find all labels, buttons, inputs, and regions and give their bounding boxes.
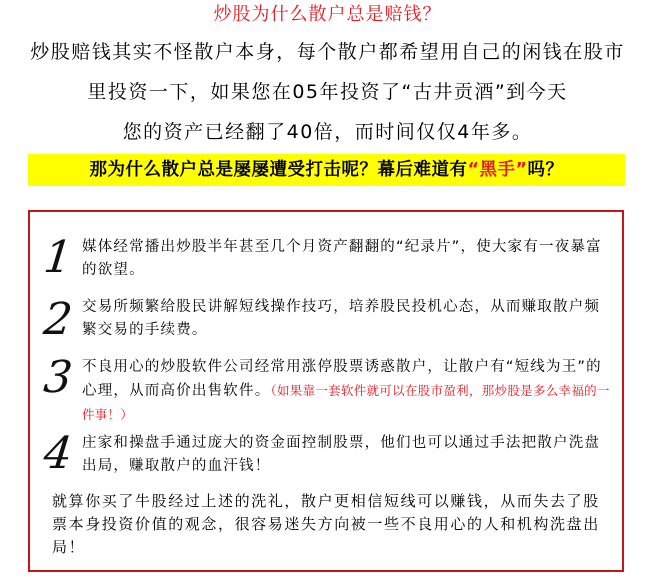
reason-text-block xyxy=(82,356,612,427)
reasons-box xyxy=(28,210,624,572)
reason-text: 庄家和操盘手通过庞大的资金面控制股票，他们也可以通过手法把散户洗盘出局，赚取散户的血汗钱！ xyxy=(82,435,601,474)
highlight-red-text: “黑手” xyxy=(467,160,528,180)
highlight-question xyxy=(28,154,625,186)
reason-note: （如果靠一套软件就可以在股市盈利，那炒股是多么幸福的一件事！） xyxy=(82,383,610,422)
reason-number: 1 xyxy=(41,232,75,283)
highlight-text: 那为什么散户总是屡屡遭受打击呢？幕后难道有 xyxy=(89,160,468,180)
reason-number: 4 xyxy=(41,428,75,479)
page-title: 炒股为什么散户总是赔钱？ xyxy=(213,4,442,25)
conclusion-paragraph: 就算你买了牛股经过上述的洗礼，散户更相信短线可以赚钱，从而失去了股票本身投资价值的观念，很容易迷失方向被一些不良用心的人和机构洗盘出局！ xyxy=(52,492,600,556)
reason-text: 不良用心的炒股软件公司经常用涨停股票诱惑散户，让散户有“短线为王”的心理，从而高价出售软件。 xyxy=(82,359,602,399)
reason-number: 3 xyxy=(41,352,75,403)
intro-line-3: 您的资产已经翻了40倍，而时间仅仅4年多。 xyxy=(122,121,533,143)
reason-text: 媒体经常播出炒股半年甚至几个月资产翻翻的“纪录片”，使大家有一夜暴富的欲望。 xyxy=(82,239,602,278)
reason-number: 2 xyxy=(41,294,75,345)
reason-text: 交易所频繁给股民讲解短线操作技巧，培养股民投机心态，从而赚取散户频繁交易的手续费。 xyxy=(82,299,601,338)
intro-line-2: 里投资一下，如果您在05年投资了“古井贡酒”到今天 xyxy=(87,81,568,103)
intro-line-1: 炒股赔钱其实不怪散户本身，每个散户都希望用自己的闲钱在股市 xyxy=(30,41,625,63)
highlight-end: 吗？ xyxy=(527,160,564,180)
